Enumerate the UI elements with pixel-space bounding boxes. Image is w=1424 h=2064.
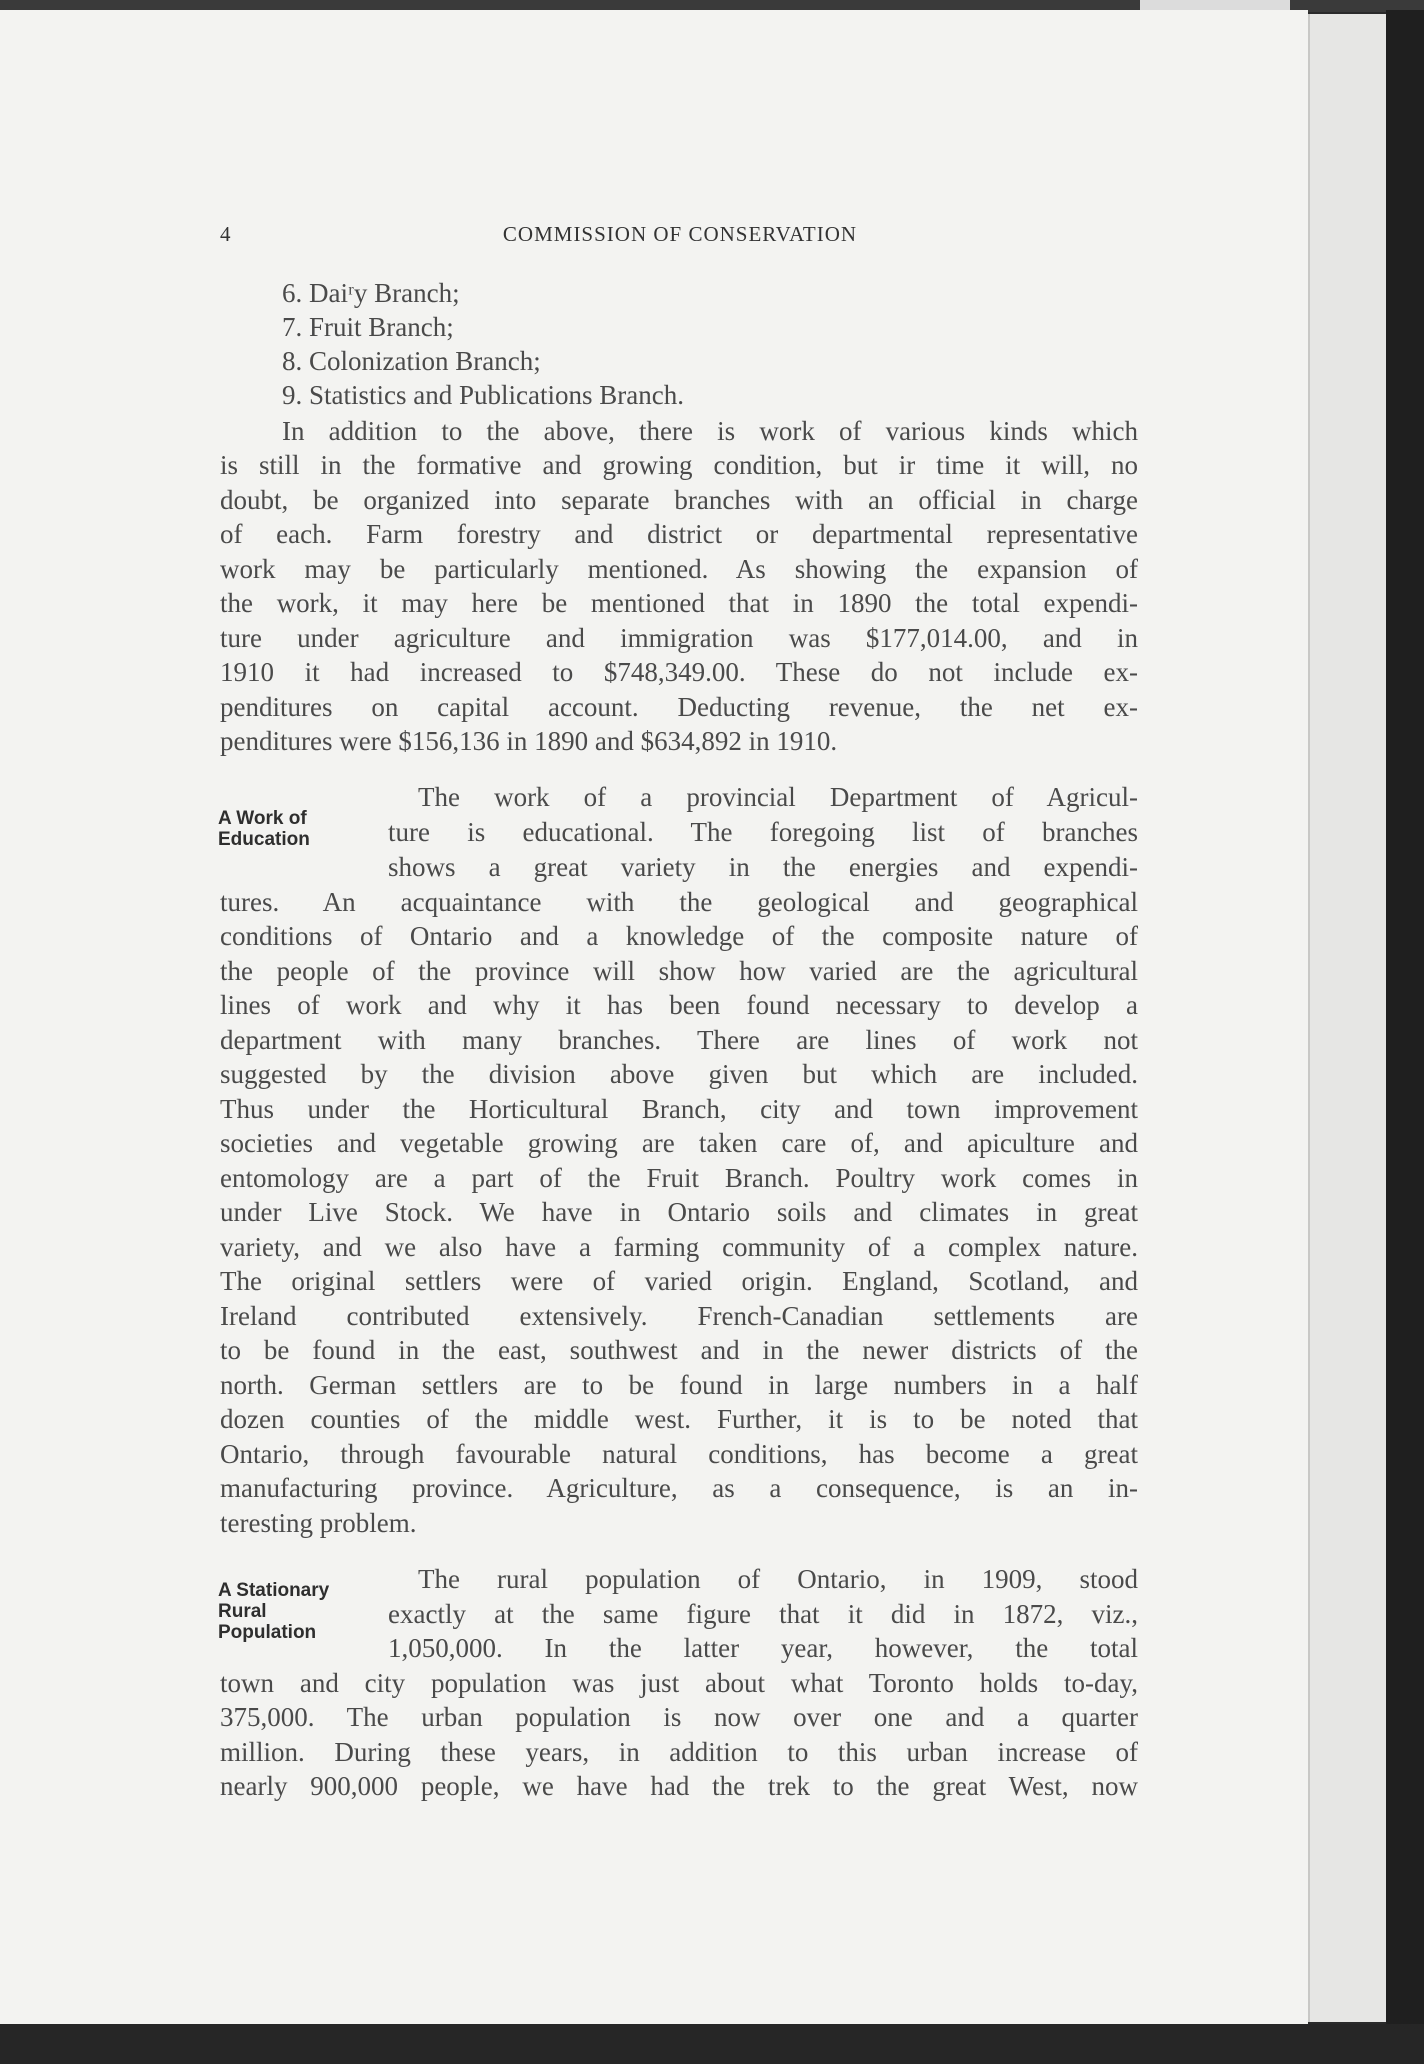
paragraph-line: of each. Farm forestry and district or departmental representative [220,519,1138,549]
margin-note-line: Population [218,1622,317,1643]
paragraph-line: doubt, be organized into separate branches with an official in charge [220,485,1138,515]
paragraph-line: conditions of Ontario and a knowledge of the composite nature of [220,921,1138,951]
scan-top-highlight [1140,0,1290,10]
paragraph-line: lines of work and why it has been found necessary to develop a [220,990,1138,1020]
paragraph-line: Ontario, through favourable natural conditions, has become a great [220,1439,1138,1469]
list-item: 9. Statistics and Publications Branch. [282,380,684,410]
paragraph-line: town and city population was just about what Toronto holds to-day, [220,1668,1138,1698]
paragraph-line: suggested by the division above given but which are included. [220,1059,1138,1089]
paragraph-line: entomology are a part of the Fruit Branch. Poultry work comes in [220,1163,1138,1193]
list-item: 8. Colonization Branch; [282,346,541,376]
paragraph-line: north. German settlers are to be found in large numbers in a half [220,1370,1138,1400]
paragraph-line: variety, and we also have a farming community of a complex nature. [220,1232,1138,1262]
paragraph-line: The work of a provincial Department of Agricul- [418,782,1138,812]
paragraph-line: societies and vegetable growing are taken care of, and apiculture and [220,1128,1138,1158]
paragraph-line: work may be particularly mentioned. As showing the expansion of [220,554,1138,584]
margin-note-education [218,808,310,850]
paragraph-line: nearly 900,000 people, we have had the trek to the great West, now [220,1771,1138,1801]
paragraph-line: The rural population of Ontario, in 1909, stood [418,1564,1138,1594]
paragraph-line: 375,000. The urban population is now over one and a quarter [220,1702,1138,1732]
paragraph-line: shows a great variety in the energies and expendi- [388,852,1138,882]
list-item: 6. Daiʳy Branch; [282,278,460,308]
margin-note-line: Education [218,829,310,850]
scan-bottom-border [0,2024,1424,2064]
paragraph-line: department with many branches. There are lines of work not [220,1025,1138,1055]
paragraph-line: tures. An acquaintance with the geological and geographical [220,887,1138,917]
paragraph-line: Ireland contributed extensively. French-Canadian settlements are [220,1301,1138,1331]
paragraph-line: is still in the formative and growing condition, but ir time it will, no [220,450,1138,480]
paragraph-line: million. During these years, in addition to this urban increase of [220,1737,1138,1767]
paragraph-line: ture under agriculture and immigration was $177,014.00, and in [220,623,1138,653]
paragraph-line: exactly at the same figure that it did in 1872, viz., [388,1599,1138,1629]
page-header [220,222,1140,252]
paragraph-line: under Live Stock. We have in Ontario soils and climates in great [220,1197,1138,1227]
paragraph-line: 1910 it had increased to $748,349.00. These do not include ex- [220,657,1138,687]
paragraph-line: penditures were $156,136 in 1890 and $634,892 in 1910. [220,726,838,756]
paragraph-line: teresting problem. [220,1508,417,1538]
paragraph-line: the people of the province will show how varied are the agricultural [220,956,1138,986]
page-right-margin [1308,14,1388,2022]
page-number: 4 [220,222,231,246]
margin-note-line: Rural [218,1601,267,1622]
paragraph-line: 1,050,000. In the latter year, however, the total [388,1633,1138,1663]
paragraph-line: manufacturing province. Agriculture, as a consequence, is an in- [220,1473,1138,1503]
running-head: COMMISSION OF CONSERVATION [502,222,858,246]
scan-right-edge [1386,10,1424,2064]
paragraph-line: the work, it may here be mentioned that in 1890 the total expendi- [220,588,1138,618]
paragraph-line: ture is educational. The foregoing list of branches [388,817,1138,847]
paragraph-line: penditures on capital account. Deducting revenue, the net ex- [220,692,1138,722]
paragraph-line: dozen counties of the middle west. Further, it is to be noted that [220,1404,1138,1434]
margin-note-line: A Work of [218,808,307,829]
paragraph-line: Thus under the Horticultural Branch, city and town improvement [220,1094,1138,1124]
paragraph-line: In addition to the above, there is work of various kinds which [282,416,1138,446]
margin-note-line: A Stationary [218,1580,330,1601]
margin-note-population [218,1580,329,1643]
paragraph-line: to be found in the east, southwest and in the newer districts of the [220,1335,1138,1365]
list-item: 7. Fruit Branch; [282,312,454,342]
paragraph-line: The original settlers were of varied origin. England, Scotland, and [220,1266,1138,1296]
